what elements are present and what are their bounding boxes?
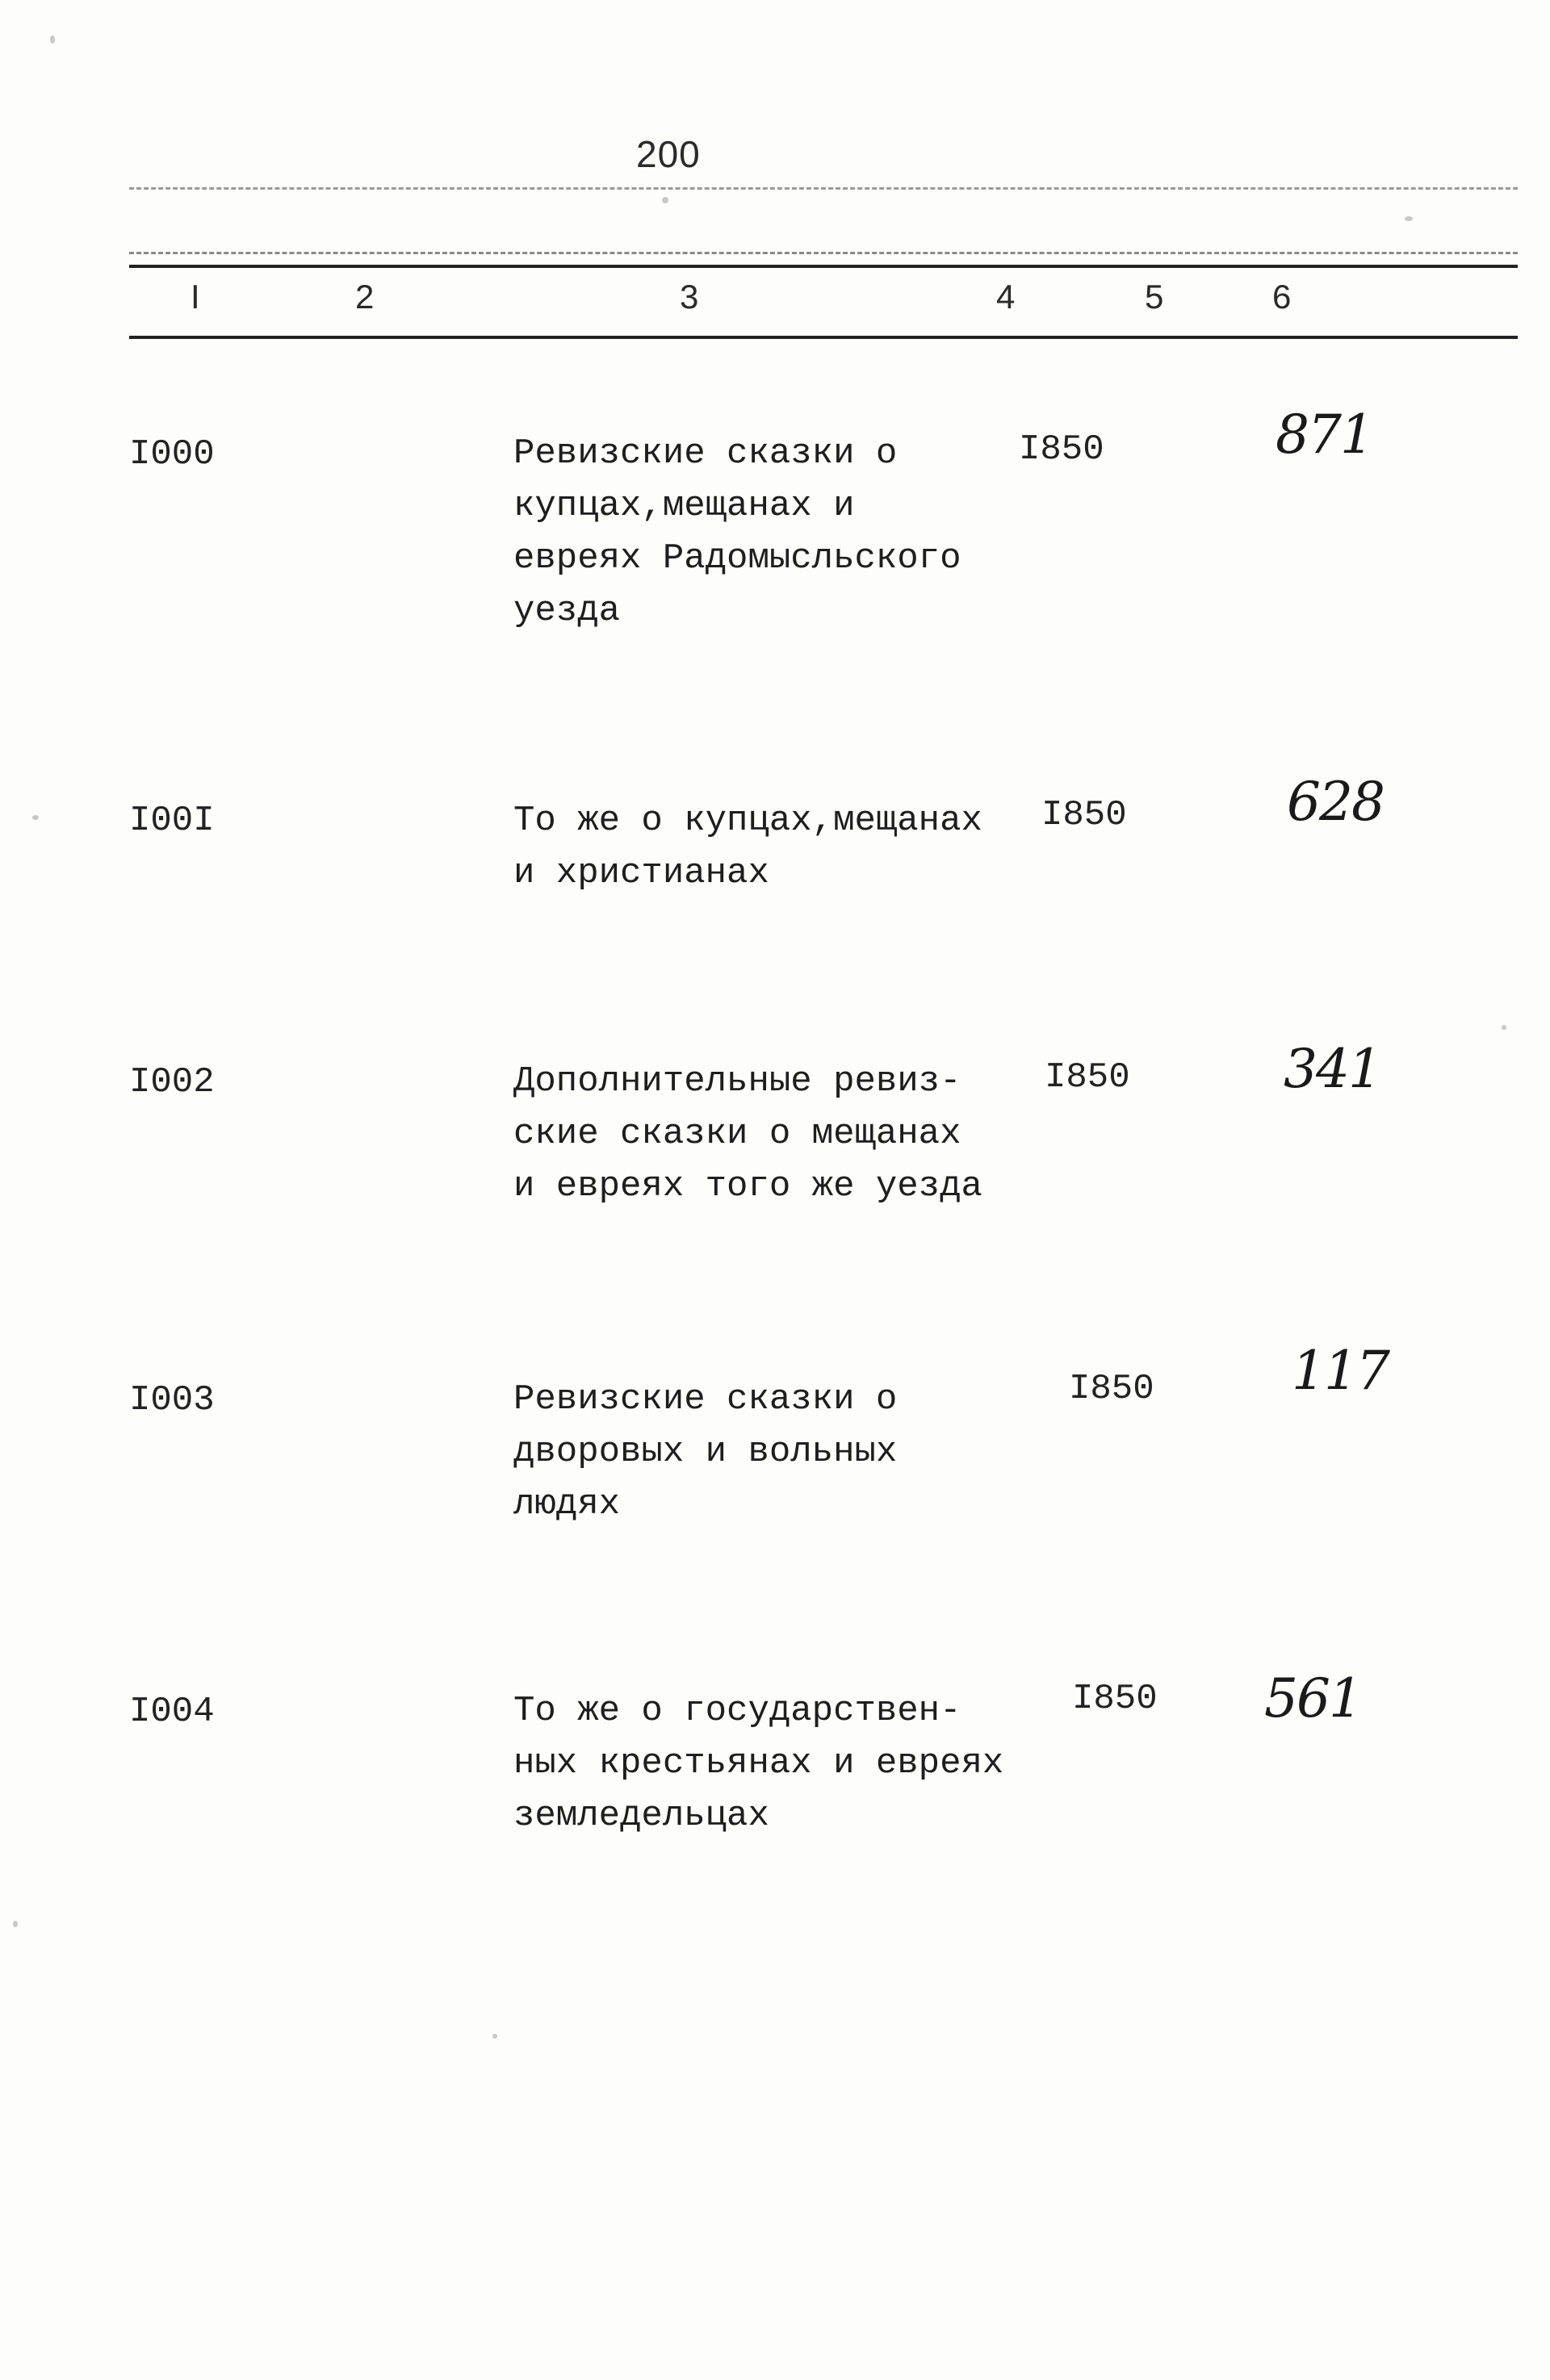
entry-title: Дополнительные ревиз- ские сказки о мещанах и евреях того же уезда <box>513 1061 982 1207</box>
entry-title: То же о государствен- ных крестьянах и евреях земледельцах <box>513 1691 1004 1836</box>
entry-sheet-count: 117 <box>1292 1340 1389 1402</box>
header-rule-bottom <box>129 336 1518 339</box>
column-header-6: 6 <box>1272 278 1292 316</box>
scan-speck <box>32 815 39 820</box>
entry-number: I000 <box>129 434 215 475</box>
entry-year: I850 <box>1072 1679 1158 1719</box>
column-header-2: 2 <box>355 278 375 316</box>
entry-year: I850 <box>1069 1369 1154 1409</box>
entry-title: То же о купцах,мещанах и христианах <box>513 801 982 893</box>
entry-number: I004 <box>129 1692 215 1732</box>
entry-sheet-count: 871 <box>1276 404 1372 466</box>
header-rule-dashed-lower <box>129 252 1518 254</box>
column-header-5: 5 <box>1145 278 1164 316</box>
header-rule-top <box>129 265 1518 268</box>
scan-speck <box>13 1921 18 1927</box>
scan-speck <box>662 197 668 203</box>
scan-speck <box>1502 1025 1506 1030</box>
scan-speck <box>50 36 55 44</box>
entry-number: I002 <box>129 1062 215 1102</box>
header-rule-dashed <box>129 187 1518 190</box>
entry-title: Ревизские сказки о купцах,мещанах и евреях Радомысльского уезда <box>513 433 961 631</box>
entry-number: I00I <box>129 801 215 841</box>
entry-number: I003 <box>129 1380 215 1420</box>
entry-title: Ревизские сказки о дворовых и вольных людях <box>513 1379 898 1525</box>
entry-year: I850 <box>1045 1057 1130 1098</box>
scan-speck <box>1405 216 1413 221</box>
entry-sheet-count: 561 <box>1264 1667 1361 1730</box>
column-header-4: 4 <box>996 278 1016 316</box>
entry-sheet-count: 341 <box>1284 1038 1380 1100</box>
entry-sheet-count: 628 <box>1287 771 1384 833</box>
entry-year: I850 <box>1019 429 1104 470</box>
column-header-1: I <box>191 278 200 316</box>
page-number: 200 <box>636 133 701 175</box>
entry-year: I850 <box>1041 795 1127 835</box>
column-header-3: 3 <box>680 278 699 316</box>
scan-speck <box>492 2034 497 2039</box>
